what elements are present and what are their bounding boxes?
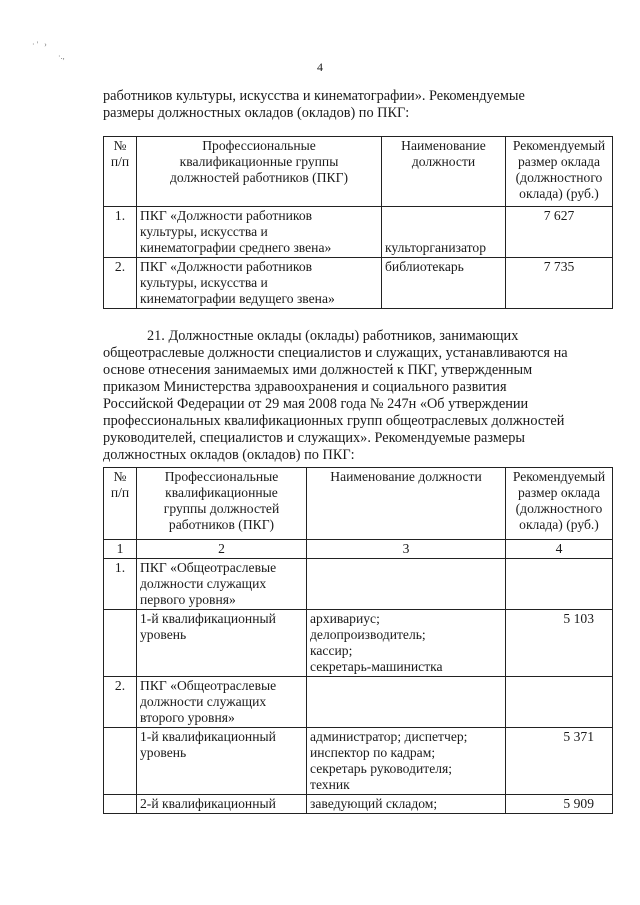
salary-table-general [103, 467, 613, 814]
scan-speckles: ·., [58, 52, 65, 61]
table-row: 2-й квалификационный заведующий складом; 5 909 [104, 795, 613, 814]
intro-line-1: работников культуры, искусства и кинематографии». Рекомендуемые [103, 88, 525, 104]
table-header-row [104, 468, 613, 540]
paragraph-21 [103, 328, 600, 464]
para21-line-3: основе отнесения занимаемых ими должностей к ПКГ, утвержденным [103, 362, 533, 378]
table-row: 1-й квалификационный уровень архивариус; делопроизводитель; кассир; секретарь-машинистка 5 103 [104, 610, 613, 677]
table-row: 2. ПКГ «Должности работников культуры, искусства и кинематографии ведущего звена» библиотекарь 7 735 [104, 258, 613, 309]
table-row: 1-й квалификационный уровень администратор; диспетчер; инспектор по кадрам; секретарь руководителя; техник 5 371 [104, 728, 613, 795]
group-cell: 1-й квалификационный уровень [137, 610, 307, 677]
group-cell: ПКГ «Должности работников культуры, искусства и кинематографии среднего звена» [137, 207, 382, 258]
para21-line-5: Российской Федерации от 29 мая 2008 года № 247н «Об утверждении [103, 396, 529, 412]
group-cell: ПКГ «Должности работников культуры, искусства и кинематографии ведущего звена» [137, 258, 382, 309]
header-salary: Рекомендуемый размер оклада (должностного оклада) (руб.) [506, 468, 613, 540]
para21-line-6: профессиональных квалификационных групп общеотраслевых должностей [103, 413, 565, 429]
group-cell: 1-й квалификационный уровень [137, 728, 307, 795]
header-position: Наименование должности [307, 468, 506, 540]
para21-line-4: приказом Министерства здравоохранения и социального развития [103, 379, 507, 395]
intro-paragraph [103, 88, 600, 122]
group-cell: ПКГ «Общеотраслевые должности служащих второго уровня» [137, 677, 307, 728]
salary-table-culture [103, 136, 613, 309]
para21-line-7: руководителей, специалистов и служащих». Рекомендуемые размеры [103, 430, 525, 446]
group-cell: ПКГ «Общеотраслевые должности служащих первого уровня» [137, 559, 307, 610]
header-group: Профессиональные квалификационные группы должностей работников (ПКГ) [137, 468, 307, 540]
column-number-row: 1 2 3 4 [104, 540, 613, 559]
scan-speckles: ·' › [32, 40, 49, 49]
header-num: № п/п [104, 468, 137, 540]
para21-line-1: 21. Должностные оклады (оклады) работников, занимающих [147, 328, 519, 344]
para21-line-8: должностных окладов (окладов) по ПКГ: [103, 447, 355, 463]
table-row: 1. ПКГ «Общеотраслевые должности служащих первого уровня» [104, 559, 613, 610]
header-salary: Рекомендуемый размер оклада (должностного оклада) (руб.) [506, 137, 613, 207]
para21-line-2: общеотраслевые должности специалистов и служащих, устанавливаются на [103, 345, 568, 361]
positions-cell: архивариус; делопроизводитель; кассир; секретарь-машинистка [307, 610, 506, 677]
page-number: 4 [317, 60, 323, 74]
table-row: 2. ПКГ «Общеотраслевые должности служащих второго уровня» [104, 677, 613, 728]
table-header-row [104, 137, 613, 207]
positions-cell: администратор; диспетчер; инспектор по кадрам; секретарь руководителя; техник [307, 728, 506, 795]
header-num: № п/п [104, 137, 137, 207]
intro-line-2: размеры должностных окладов (окладов) по ПКГ: [103, 105, 410, 121]
group-cell: 2-й квалификационный [137, 795, 307, 814]
positions-cell: заведующий складом; [307, 795, 506, 814]
header-position: Наименование должности [382, 137, 506, 207]
table-row: 1. ПКГ «Должности работников культуры, искусства и кинематографии среднего звена» культорганизатор 7 627 [104, 207, 613, 258]
header-group: Профессиональные квалификационные группы должностей работников (ПКГ) [137, 137, 382, 207]
